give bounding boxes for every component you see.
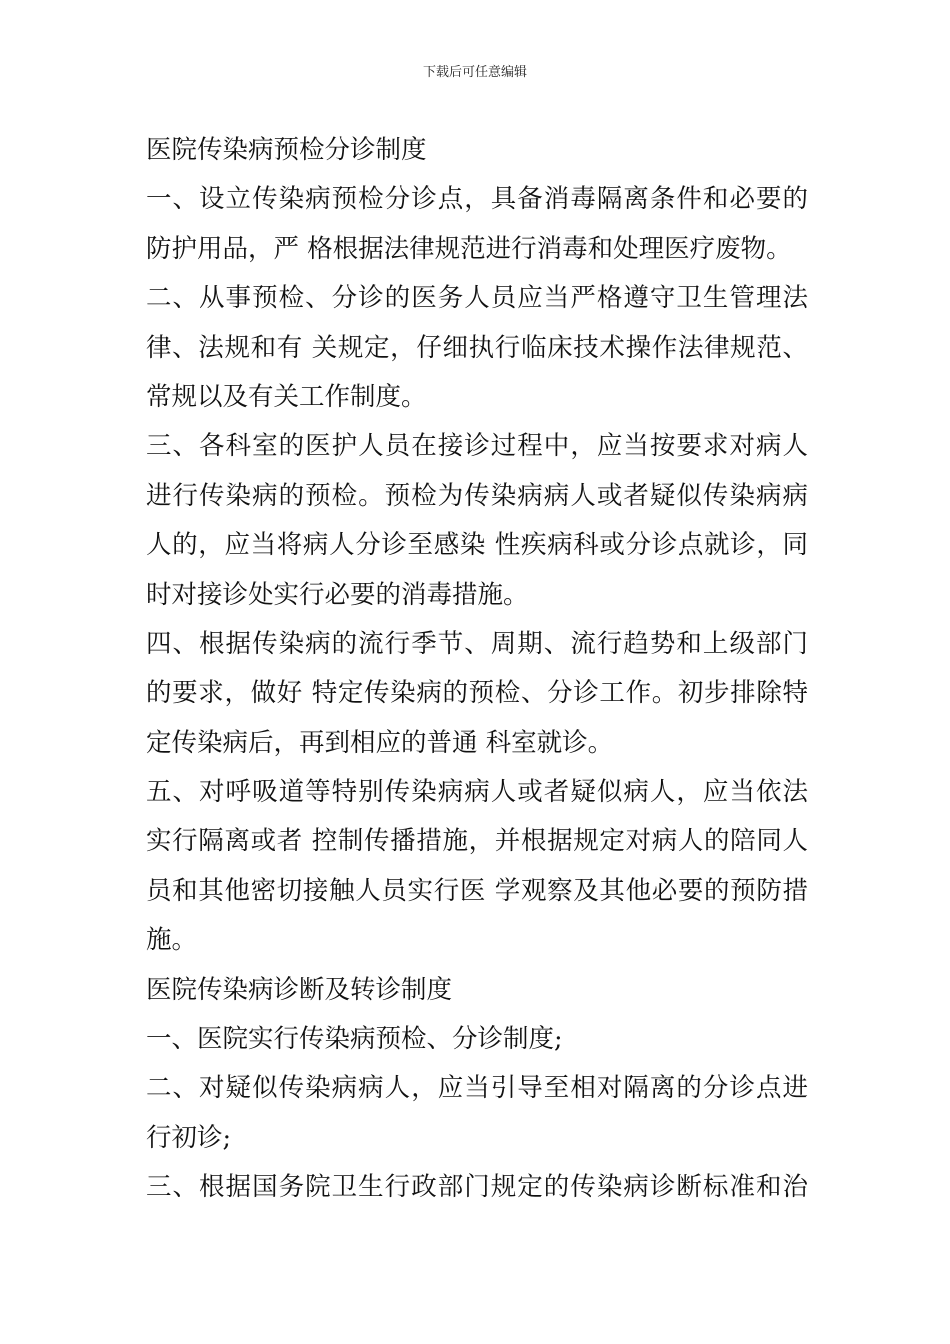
paragraph-line: 三、根据国务院卫生行政部门规定的传染病诊断标准和治 bbox=[146, 1172, 808, 1203]
paragraph-line: 三、各科室的医护人员在接诊过程中，应当按要求对病人 bbox=[146, 431, 808, 462]
paragraph-line: 五、对呼吸道等特别传染病病人或者疑似病人，应当依法 bbox=[146, 777, 808, 808]
paragraph-line: 员和其他密切接触人员实行医 学观察及其他必要的预防措 bbox=[146, 875, 808, 906]
paragraph-line: 一、医院实行传染病预检、分诊制度; bbox=[146, 1024, 563, 1055]
paragraph-line: 施。 bbox=[146, 925, 198, 956]
paragraph-line: 人的，应当将病人分诊至感染 性疾病科或分诊点就诊，同 bbox=[146, 530, 808, 561]
paragraph-line: 行初诊; bbox=[146, 1122, 232, 1153]
page-header-note: 下载后可任意编辑 bbox=[422, 65, 527, 80]
paragraph-line: 律、法规和有 关规定，仔细执行临床技术操作法律规范、 bbox=[146, 332, 808, 363]
paragraph-line: 定传染病后，再到相应的普通 科室就诊。 bbox=[146, 727, 614, 758]
paragraph-line: 二、对疑似传染病病人，应当引导至相对隔离的分诊点进 bbox=[146, 1073, 808, 1104]
paragraph-line: 二、从事预检、分诊的医务人员应当严格遵守卫生管理法 bbox=[146, 283, 808, 314]
paragraph-line: 四、根据传染病的流行季节、周期、流行趋势和上级部门 bbox=[146, 628, 808, 659]
paragraph-line: 实行隔离或者 控制传播措施，并根据规定对病人的陪同人 bbox=[146, 826, 808, 857]
document-body bbox=[146, 126, 808, 1213]
paragraph-line: 一、设立传染病预检分诊点，具备消毒隔离条件和必要的 bbox=[146, 184, 808, 215]
paragraph-line: 防护用品，严 格根据法律规范进行消毒和处理医疗废物。 bbox=[146, 233, 792, 264]
section-title-preexamination: 医院传染病预检分诊制度 bbox=[146, 135, 427, 165]
paragraph-line: 进行传染病的预检。预检为传染病病人或者疑似传染病病 bbox=[146, 480, 808, 511]
paragraph-line: 时对接诊处实行必要的消毒措施。 bbox=[146, 579, 529, 610]
paragraph-line: 的要求，做好 特定传染病的预检、分诊工作。初步排除特 bbox=[146, 678, 808, 709]
section-title-diagnosis-referral: 医院传染病诊断及转诊制度 bbox=[146, 974, 453, 1005]
paragraph-line: 常规以及有关工作制度。 bbox=[146, 381, 427, 412]
